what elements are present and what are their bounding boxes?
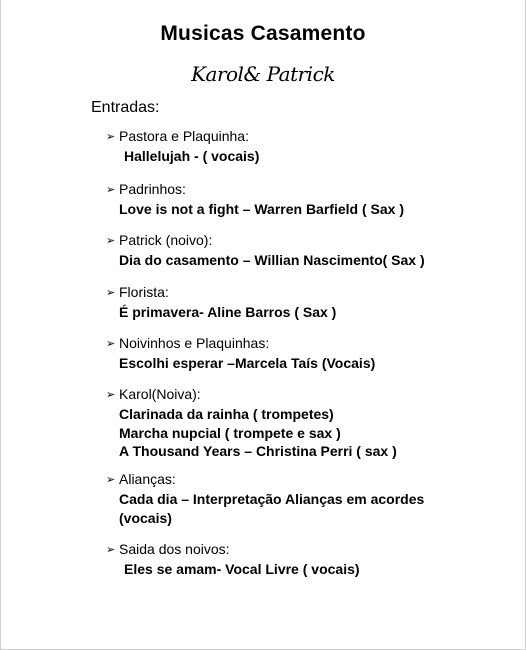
list-item-patrick: [106, 231, 506, 270]
list-item-aliancas: [106, 470, 506, 527]
list-item-saida: [106, 540, 506, 579]
arrow-bullet-icon: ➢: [106, 338, 116, 350]
song-line: Clarinada da rainha ( trompetes): [119, 406, 334, 422]
arrow-bullet-icon: ➢: [106, 184, 116, 196]
list-item-florista: [106, 283, 506, 322]
list-item-label: Noivinhos e Plaquinhas:: [119, 335, 270, 351]
song-line: (vocais): [119, 509, 172, 526]
arrow-bullet-icon: ➢: [106, 389, 116, 401]
list-item-label: Florista:: [119, 284, 169, 300]
arrow-bullet-icon: ➢: [106, 131, 116, 143]
section-heading-entradas: Entradas:: [91, 99, 160, 116]
list-item-noivinhos: [106, 334, 506, 373]
song-line: Love is not a fight – Warren Barfield ( Sax ): [119, 201, 404, 217]
arrow-bullet-icon: ➢: [106, 474, 116, 486]
arrow-bullet-icon: ➢: [106, 287, 116, 299]
song-line: A Thousand Years – Christina Perri ( sax ): [119, 443, 397, 459]
list-item-label: Patrick (noivo):: [119, 232, 213, 248]
arrow-bullet-icon: ➢: [106, 235, 116, 247]
list-item-padrinhos: [106, 180, 506, 219]
list-item-pastora: [106, 127, 506, 166]
list-item-label: Pastora e Plaquinha:: [119, 128, 249, 144]
list-item-label: Karol(Noiva):: [119, 386, 201, 402]
list-item-karol: [106, 385, 506, 461]
song-line: Escolhi esperar –Marcela Taís (Vocais): [119, 355, 376, 371]
page-border-left: [0, 0, 1, 650]
document-title: Musicas Casamento: [160, 22, 366, 45]
song-line: Cada dia – Interpretação Alianças em acordes: [119, 491, 425, 507]
list-item-label: Saida dos noivos:: [119, 541, 230, 557]
list-item-label: Alianças:: [119, 471, 176, 487]
song-line: Hallelujah - ( vocais): [124, 148, 260, 164]
song-line: É primavera- Aline Barros ( Sax ): [119, 304, 337, 320]
list-item-label: Padrinhos:: [119, 181, 186, 197]
song-line: Marcha nupcial ( trompete e sax ): [119, 424, 341, 441]
song-line: Dia do casamento – Willian Nascimento( Sax ): [119, 252, 425, 268]
song-line: Eles se amam- Vocal Livre ( vocais): [124, 561, 360, 577]
arrow-bullet-icon: ➢: [106, 544, 116, 556]
couple-names-subtitle: Karol& Patrick: [191, 62, 335, 86]
